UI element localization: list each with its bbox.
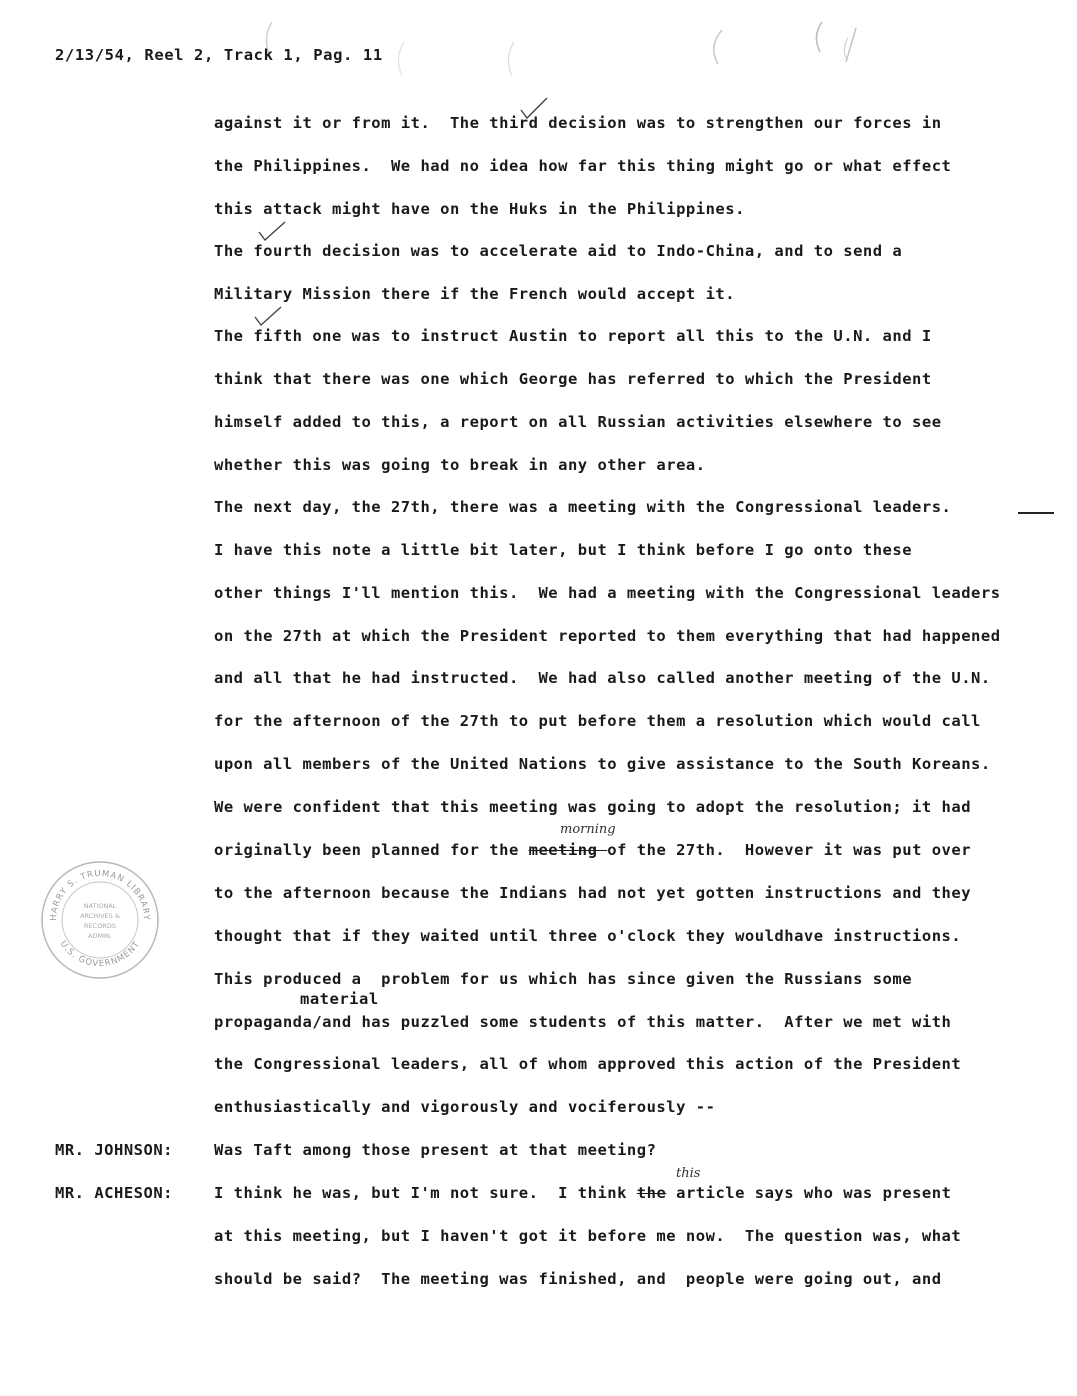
stamp-middle-text: RECORDS <box>84 922 116 930</box>
text-segment: of the 27th. However it was put over <box>607 841 972 859</box>
margin-mark-4 <box>704 28 728 68</box>
text-line: I have this note a little bit later, but I think before I go onto these <box>214 541 913 559</box>
text-line: propaganda/and has puzzled some students of this matter. After we met with <box>214 1013 952 1031</box>
text-line: Military Mission there if the French would accept it. <box>214 285 736 303</box>
text-line: to the afternoon because the Indians had not yet gotten instructions and they <box>214 884 972 902</box>
typed-insert: material <box>300 990 379 1008</box>
text-line: We were confident that this meeting was going to adopt the resolution; it had <box>214 798 972 816</box>
text-line: The fourth decision was to accelerate aid to Indo-China, and to send a <box>214 242 903 260</box>
struck-word: the <box>636 1184 667 1202</box>
text-line: think that there was one which George has referred to which the President <box>214 370 932 388</box>
speaker-label: MR. JOHNSON: <box>55 1141 173 1159</box>
text-line: The fifth one was to instruct Austin to report all this to the U.N. and I <box>214 327 932 345</box>
stamp-middle-text: NATIONAL <box>83 902 117 910</box>
text-line: upon all members of the United Nations to give assistance to the South Koreans. <box>214 755 991 773</box>
text-line: should be said? The meeting was finished, and people were going out, and <box>214 1270 942 1288</box>
speaker-label: MR. ACHESON: <box>55 1184 173 1202</box>
text-line: thought that if they waited until three o'clock they wouldhave instructions. <box>214 927 962 945</box>
text-line: against it or from it. The third decision was to strengthen our forces in <box>214 114 942 132</box>
stamp-middle-text: ADMIN. <box>88 932 112 940</box>
text-line-edited <box>214 1183 951 1203</box>
stamp-bottom-text: U.S. GOVERNMENT <box>57 939 143 970</box>
text-line: and all that he had instructed. We had also called another meeting of the U.N. <box>214 669 991 687</box>
text-line: himself added to this, a report on all Russian activities elsewhere to see <box>214 413 942 431</box>
page-header: 2/13/54, Reel 2, Track 1, Pag. 11 <box>55 46 383 64</box>
struck-word: meeting <box>528 841 608 859</box>
text-line: The next day, the 27th, there was a meeting with the Congressional leaders. <box>214 498 952 516</box>
margin-mark-2 <box>390 40 410 80</box>
text-line: for the afternoon of the 27th to put before them a resolution which would call <box>214 712 981 730</box>
text-line: This produced a problem for us which has since given the Russians some <box>214 970 913 988</box>
stamp-middle-text: ARCHIVES & <box>80 912 120 920</box>
text-segment: originally been planned for the <box>214 841 529 859</box>
text-line: the Congressional leaders, all of whom approved this action of the President <box>214 1055 962 1073</box>
margin-mark-3 <box>500 40 520 80</box>
handwritten-insert: morning <box>560 822 616 837</box>
text-line: whether this was going to break in any other area. <box>214 456 706 474</box>
text-line: the Philippines. We had no idea how far this thing might go or what effect <box>214 157 952 175</box>
text-line: Was Taft among those present at that meeting? <box>214 1141 657 1159</box>
text-line-edited <box>214 840 971 860</box>
text-line: this attack might have on the Huks in the Philippines. <box>214 200 745 218</box>
handwritten-insert: this <box>676 1166 701 1181</box>
text-line: other things I'll mention this. We had a meeting with the Congressional leaders <box>214 584 1001 602</box>
text-segment: I think he was, but I'm not sure. I think <box>214 1184 637 1202</box>
text-segment: article says who was present <box>666 1184 952 1202</box>
library-stamp-icon <box>38 858 162 982</box>
stamp-top-text: HARRY S. TRUMAN LIBRARY <box>48 868 152 922</box>
text-line: enthusiastically and vigorously and vociferously -- <box>214 1098 716 1116</box>
text-line: at this meeting, but I haven't got it before me now. The question was, what <box>214 1227 962 1245</box>
text-line: on the 27th at which the President reported to them everything that had happened <box>214 627 1001 645</box>
underline-dash <box>1018 512 1054 514</box>
margin-mark-5 <box>806 18 866 68</box>
